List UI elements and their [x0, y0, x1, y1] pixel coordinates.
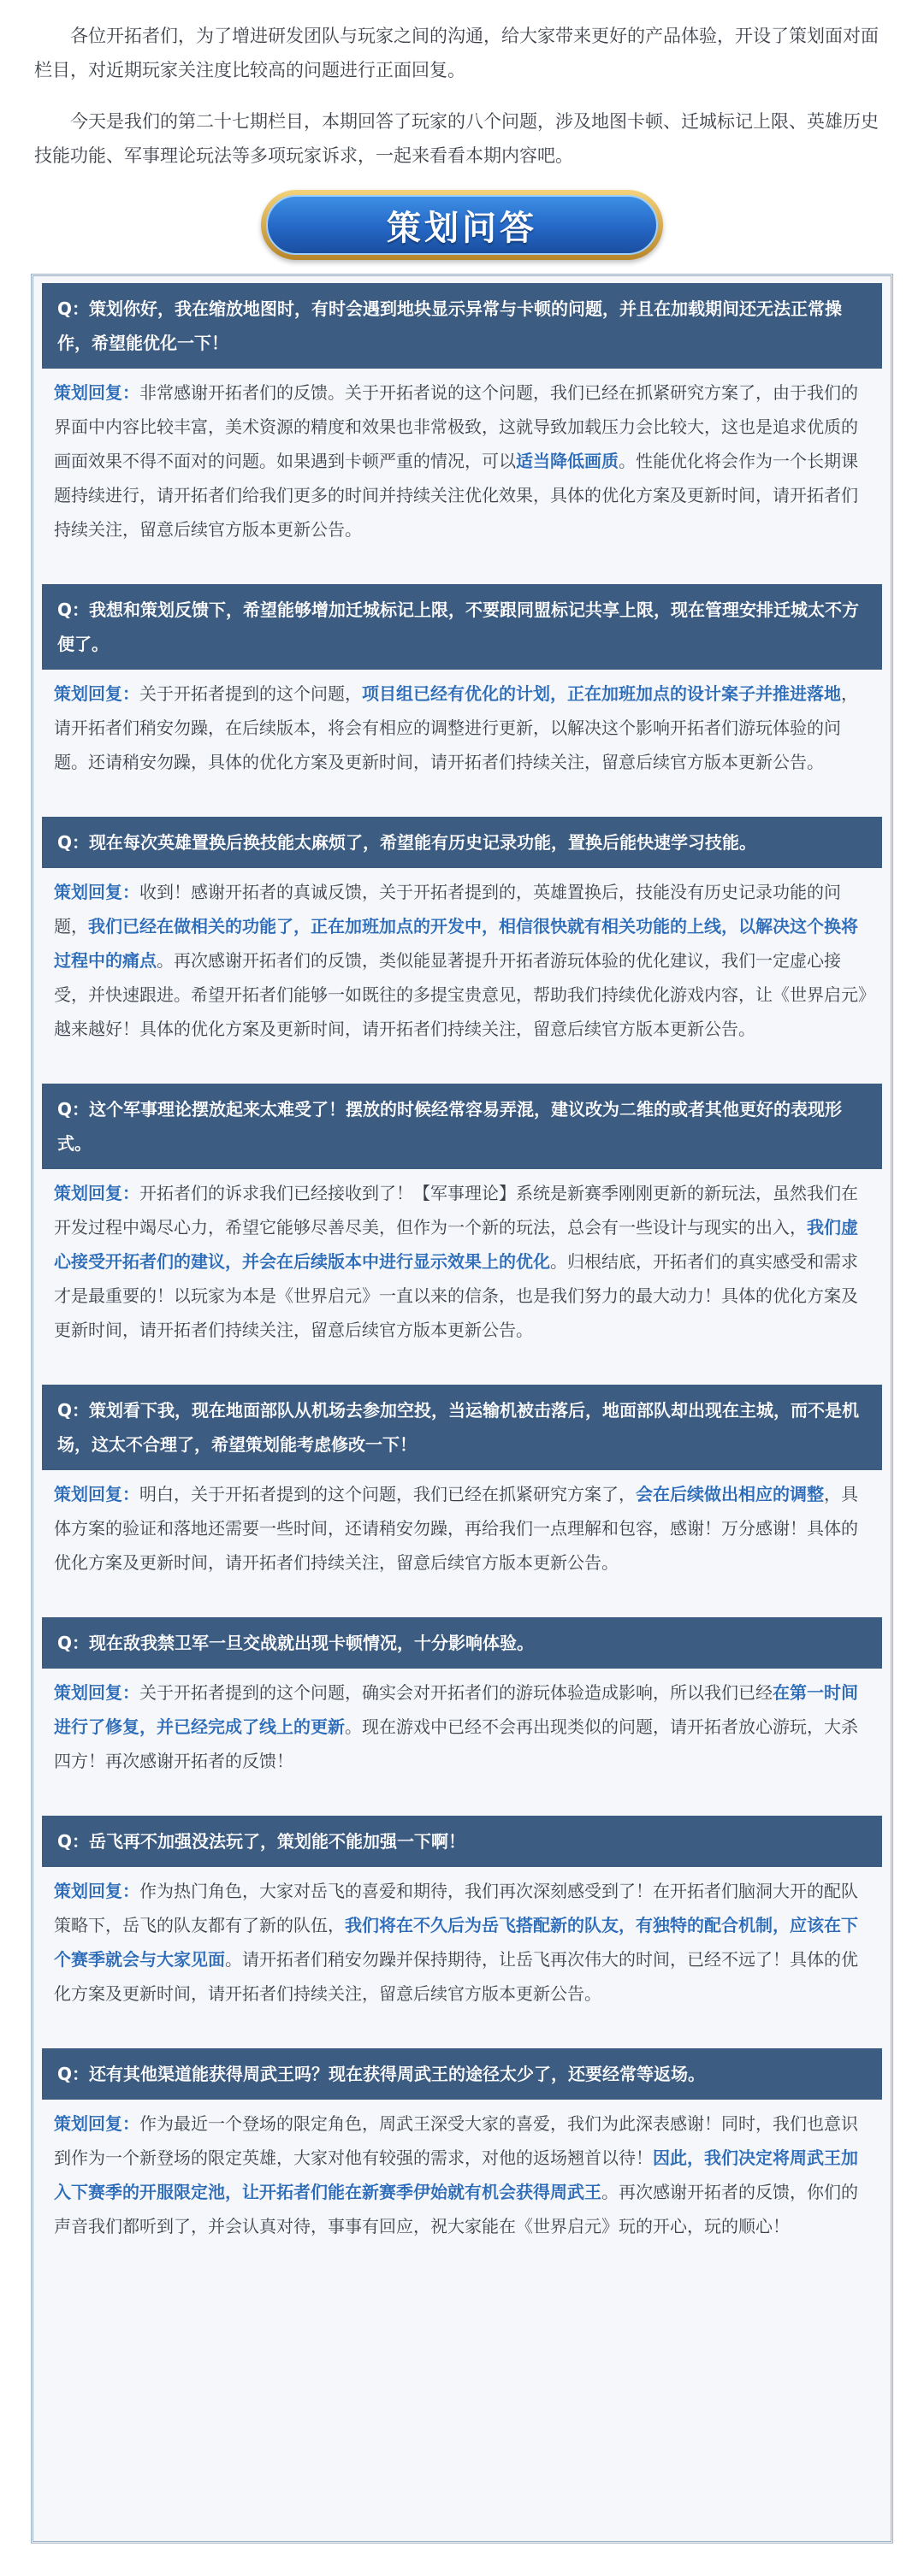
answer-lead: 策划回复：	[54, 1183, 139, 1203]
answer-lead: 策划回复：	[54, 882, 139, 902]
banner-title: 策划问答	[387, 208, 537, 248]
answer-part: 作为最近一个登场的限定角色，周武王深受大家的喜爱，我们为此深表感谢！同时，我们也意识到作为一个新登场的限定英雄，大家对他有较强的需求，对他的返场翘首以待！	[54, 2113, 858, 2168]
answer-text	[42, 1867, 882, 2011]
qa-item	[42, 283, 882, 547]
answer-highlight: 适当降低画质	[516, 451, 619, 471]
answer-part: 非常感谢开拓者们的反馈。关于开拓者说的这个问题，我们已经在抓紧研究方案了，由于我们的界面中内容比较丰富，美术资源的精度和效果也非常极致，这就导致加载压力会比较大，这也是追求优质的画面效果不得不面对的问题。如果遇到卡顿严重的情况，可以	[54, 382, 858, 471]
answer-text	[42, 670, 882, 779]
answer-lead: 策划回复：	[54, 1484, 139, 1504]
answer-lead: 策划回复：	[54, 1881, 139, 1901]
answer-part: 。性能优化将会作为一个长期课题持续进行，请开拓者们给我们更多的时间并持续关注优化效果，具体的优化方案及更新时间，请开拓者们持续关注，留意后续官方版本更新公告。	[54, 451, 858, 540]
qa-banner-inner	[266, 195, 658, 255]
answer-part: 。归根结底，开拓者们的真实感受和需求才是最重要的！以玩家为本是《世界启元》一直以来的信条，也是我们努力的最大动力！具体的优化方案及更新时间，请开拓者们持续关注，留意后续官方版本更新公告。	[54, 1251, 858, 1340]
answer-highlight: 会在后续做出相应的调整	[636, 1484, 824, 1504]
question-bar: Q：我想和策划反馈下，希望能够增加迁城标记上限，不要跟同盟标记共享上限，现在管理安排迁城太不方便了。	[42, 584, 882, 670]
answer-highlight: 我们虚心接受开拓者们的建议，并会在后续版本中进行显示效果上的优化	[54, 1217, 858, 1272]
answer-part: ，请开拓者们稍安勿躁，在后续版本，将会有相应的调整进行更新，以解决这个影响开拓者们游玩体验的问题。还请稍安勿躁，具体的优化方案及更新时间，请开拓者们持续关注，留意后续官方版本更新公告。	[54, 683, 858, 772]
qa-item	[42, 1385, 882, 1580]
answer-lead: 策划回复：	[54, 683, 139, 704]
answer-highlight: 项目组已经有优化的计划，正在加班加点的设计案子并推进落地	[362, 683, 841, 704]
qa-item	[42, 1617, 882, 1778]
question-bar: Q：策划你好，我在缩放地图时，有时会遇到地块显示异常与卡顿的问题，并且在加载期间还无法正常操作，希望能优化一下！	[42, 283, 882, 369]
question-bar: Q：岳飞再不加强没法玩了，策划能不能加强一下啊！	[42, 1816, 882, 1867]
answer-part: 明白，关于开拓者提到的这个问题，我们已经在抓紧研究方案了，	[139, 1484, 636, 1504]
answer-lead: 策划回复：	[54, 2113, 139, 2134]
answer-part: 收到！感谢开拓者的真诚反馈，关于开拓者提到的，英雄置换后，技能没有历史记录功能的问题，	[54, 882, 841, 936]
intro-paragraph-2: 今天是我们的第二十七期栏目，本期回答了玩家的八个问题，涉及地图卡顿、迁城标记上限、英雄历史技能功能、军事理论玩法等多项玩家诉求，一起来看看本期内容吧。	[34, 111, 879, 166]
answer-part: 。再次感谢开拓者的反馈，你们的声音我们都听到了，并会认真对待，事事有回应，祝大家能在《世界启元》玩的开心，玩的顺心！	[54, 2182, 858, 2236]
answer-part: 。请开拓者们稍安勿躁并保持期待，让岳飞再次伟大的时间，已经不远了！具体的优化方案及更新时间，请开拓者们持续关注，留意后续官方版本更新公告。	[54, 1949, 858, 2004]
question-bar: Q：策划看下我，现在地面部队从机场去参加空投，当运输机被击落后，地面部队却出现在主城，而不是机场，这太不合理了，希望策划能考虑修改一下！	[42, 1385, 882, 1470]
qa-item	[42, 2048, 882, 2243]
answer-highlight: 在第一时间进行了修复，并已经完成了线上的更新	[54, 1682, 858, 1737]
qa-box	[31, 274, 893, 2544]
answer-part: 。现在游戏中已经不会再出现类似的问题，请开拓者放心游玩，大杀四方！再次感谢开拓者的反馈！	[54, 1716, 858, 1771]
answer-part: 开拓者们的诉求我们已经接收到了！【军事理论】系统是新赛季刚刚更新的新玩法，虽然我们在开发过程中竭尽心力，希望它能够尽善尽美，但作为一个新的玩法，总会有一些设计与现实的出入，	[54, 1183, 858, 1238]
qa-banner	[261, 190, 663, 260]
banner-wrap	[0, 190, 924, 260]
answer-highlight: 因此，我们决定将周武王加入下赛季的开服限定池，让开拓者们能在新赛季伊始就有机会获得周武王	[54, 2148, 858, 2202]
qa-item	[42, 817, 882, 1046]
answer-part: 作为热门角色，大家对岳飞的喜爱和期待，我们再次深刻感受到了！在开拓者们脑洞大开的配队策略下，岳飞的队友都有了新的队伍，	[54, 1881, 858, 1935]
qa-item	[42, 584, 882, 779]
answer-text	[42, 369, 882, 547]
intro-paragraph-1: 各位开拓者们，为了增进研发团队与玩家之间的沟通，给大家带来更好的产品体验，开设了策划面对面栏目，对近期玩家关注度比较高的问题进行正面回复。	[34, 26, 879, 80]
answer-part: 关于开拓者提到的这个问题，	[139, 683, 362, 704]
answer-highlight: 我们已经在做相关的功能了，正在加班加点的开发中，相信很快就有相关功能的上线，以解决这个换将过程中的痛点	[54, 916, 858, 971]
answer-text	[42, 868, 882, 1046]
qa-item	[42, 1816, 882, 2011]
qa-item	[42, 1084, 882, 1347]
answer-part: 关于开拓者提到的这个问题，确实会对开拓者们的游玩体验造成影响，所以我们已经	[139, 1682, 773, 1703]
intro-section	[0, 0, 924, 173]
answer-text	[42, 2100, 882, 2243]
answer-part: 。再次感谢开拓者们的反馈，类似能显著提升开拓者游玩体验的优化建议，我们一定虚心接受，并快速跟进。希望开拓者们能够一如既往的多提宝贵意见，帮助我们持续优化游戏内容，让《世界启元》越来越好！具体的优化方案及更新时间，请开拓者们持续关注，留意后续官方版本更新公告。	[54, 950, 867, 1039]
answer-text	[42, 1669, 882, 1778]
question-bar: Q：这个军事理论摆放起来太难受了！摆放的时候经常容易弄混，建议改为二维的或者其他更好的表现形式。	[42, 1084, 882, 1169]
answer-lead: 策划回复：	[54, 1682, 139, 1703]
answer-lead: 策划回复：	[54, 382, 139, 403]
question-bar: Q：现在敌我禁卫军一旦交战就出现卡顿情况，十分影响体验。	[42, 1617, 882, 1669]
answer-text	[42, 1470, 882, 1580]
question-bar: Q：现在每次英雄置换后换技能太麻烦了，希望能有历史记录功能，置换后能快速学习技能。	[42, 817, 882, 868]
answer-highlight: 我们将在不久后为岳飞搭配新的队友，有独特的配合机制，应该在下个赛季就会与大家见面	[54, 1915, 858, 1970]
answer-part: ，具体方案的验证和落地还需要一些时间，还请稍安勿躁，再给我们一点理解和包容，感谢！万分感谢！具体的优化方案及更新时间，请开拓者们持续关注，留意后续官方版本更新公告。	[54, 1484, 858, 1573]
answer-text	[42, 1169, 882, 1347]
question-bar: Q：还有其他渠道能获得周武王吗？现在获得周武王的途径太少了，还要经常等返场。	[42, 2048, 882, 2100]
